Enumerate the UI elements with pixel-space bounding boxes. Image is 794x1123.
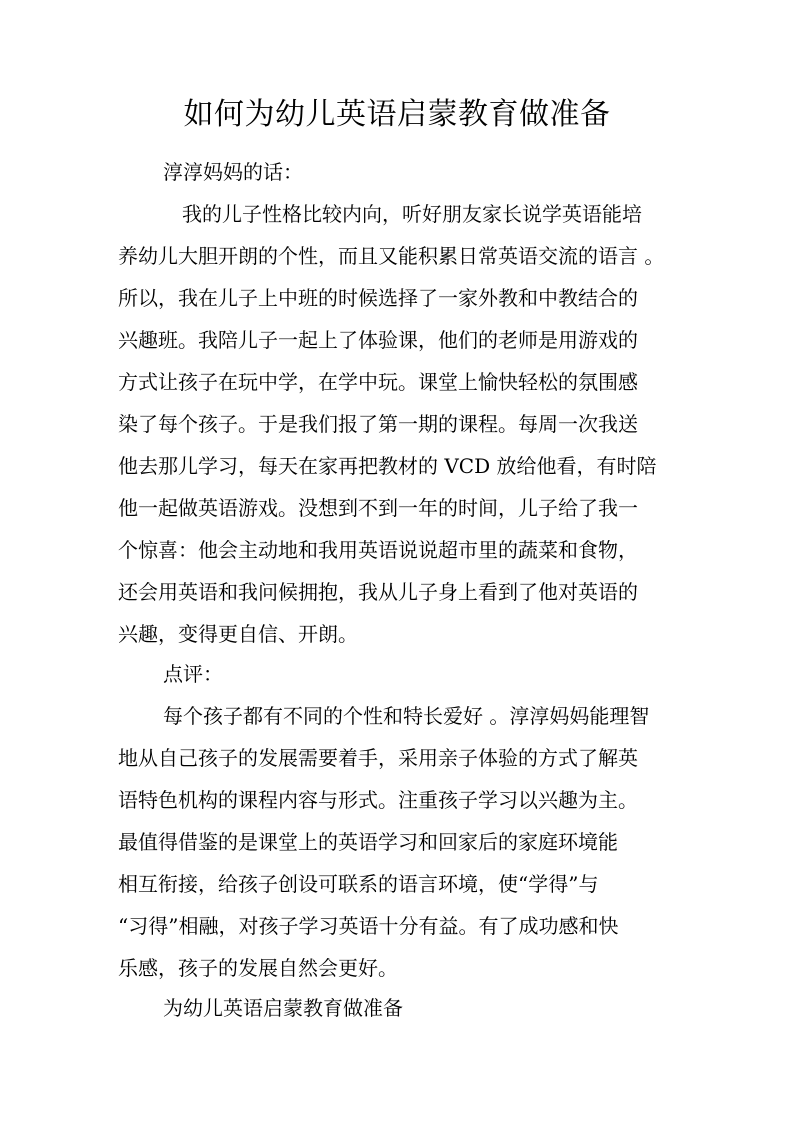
comment-line: “习得”相融，对孩子学习英语十分有益。有了成功感和快: [118, 914, 619, 938]
story-line: 所以，我在儿子上中班的时候选择了一家外教和中教结合的: [118, 286, 638, 310]
story-line: 兴趣，变得更自信、开朗。: [118, 622, 358, 646]
comment-line: 最值得借鉴的是课堂上的英语学习和回家后的家庭环境能: [118, 830, 618, 854]
comment-line: 相互衔接，给孩子创设可联系的语言环境，使“学得”与: [118, 872, 599, 896]
story-line: 他一起做英语游戏。没想到不到一年的时间，儿子给了我一: [118, 496, 638, 520]
section-heading-comment: 点评：: [163, 662, 223, 686]
story-line: 还会用英语和我问候拥抱，我从儿子身上看到了他对英语的: [118, 580, 638, 604]
story-line: 个惊喜：他会主动地和我用英语说说超市里的蔬菜和食物，: [118, 538, 638, 562]
document-title: 如何为幼儿英语启蒙教育做准备: [183, 97, 611, 132]
story-line: 他去那儿学习，每天在家再把教材的 VCD 放给他看，有时陪: [118, 454, 657, 478]
footer-heading: 为幼儿英语启蒙教育做准备: [163, 996, 403, 1020]
comment-line: 语特色机构的课程内容与形式。注重孩子学习以兴趣为主。: [118, 788, 638, 812]
story-line: 我的儿子性格比较内向，听好朋友家长说学英语能培: [182, 202, 642, 226]
story-line: 兴趣班。我陪儿子一起上了体验课，他们的老师是用游戏的: [118, 328, 638, 352]
story-line: 染了每个孩子。于是我们报了第一期的课程。每周一次我送: [118, 412, 638, 436]
comment-line: 地从自己孩子的发展需要着手，采用亲子体验的方式了解英: [118, 746, 638, 770]
comment-line: 乐感，孩子的发展自然会更好。: [118, 956, 398, 980]
comment-line: 每个孩子都有不同的个性和特长爱好 。淳淳妈妈能理智: [163, 704, 650, 728]
story-line: 养幼儿大胆开朗的个性，而且又能积累日常英语交流的语言 。: [118, 244, 665, 268]
story-line: 方式让孩子在玩中学，在学中玩。课堂上愉快轻松的氛围感: [118, 370, 638, 394]
section-heading-parent-words: 淳淳妈妈的话：: [163, 160, 303, 184]
